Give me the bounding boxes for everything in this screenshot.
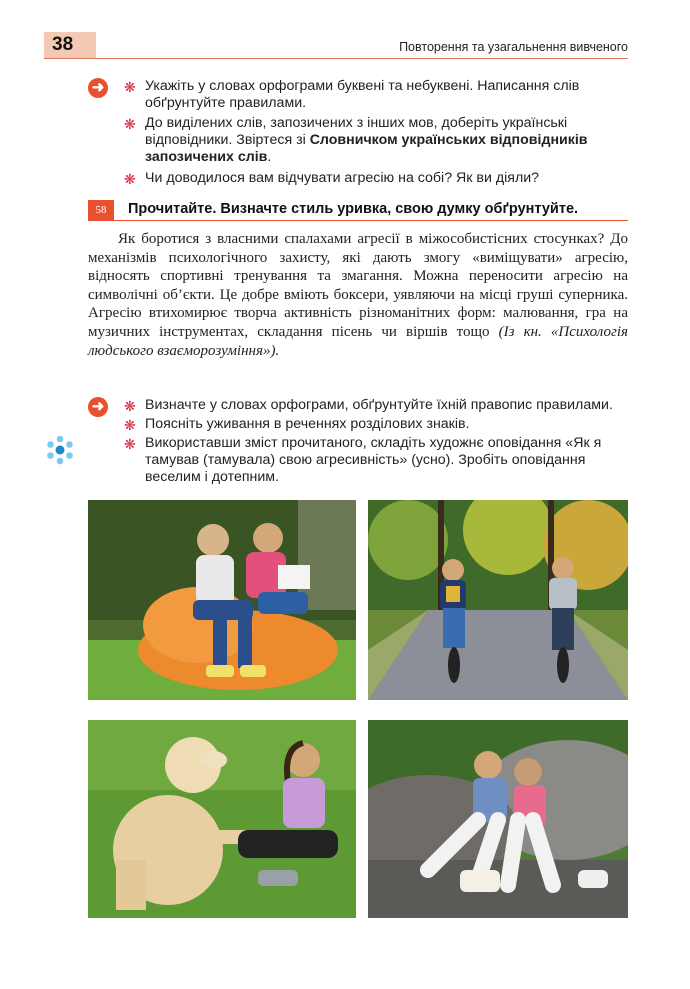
- flower-bullet-icon: ❋: [124, 79, 136, 95]
- flower-bullet-icon: ❋: [124, 436, 136, 452]
- flower-bullet-icon: ❋: [124, 171, 136, 187]
- dictionary-reference: Словничком українських відповідників запозичених слів: [145, 132, 588, 165]
- task-item: Використавши зміст прочитаного, складіть художнє оповідання «Як я тамував (тамувала) свою агресивність» (усно). Зробіть оповідання веселим і дотепним.: [145, 435, 602, 485]
- arrow-right-icon: ➜: [88, 397, 108, 417]
- task-item: Визначте у словах орфограми, обґрунтуйте їхній правопис правилами.: [145, 397, 613, 413]
- flower-bullet-icon: ❋: [124, 116, 136, 132]
- snowflake-icon: [44, 434, 76, 466]
- task-item: Укажіть у словах орфограми буквені та небуквені. Написання слів обґрунтуйте правилами.: [145, 78, 580, 111]
- arrow-right-icon: ➜: [88, 78, 108, 98]
- source-citation: (Із кн. «Психологія людського взаєморозуміння»).: [88, 323, 628, 359]
- page-number: 38: [52, 34, 74, 55]
- exercise-text: Як боротися з власними спалахами агресії в міжособистісних стосунках? До механізмів психологічного захисту, які дають змогу «виміщувати» агресію, відносять спортивні тренування та змагання. Можна переносити агресію на символічні об’єкти. Це добре вміють боксери, уявляючи на місці груші суперника. Агресію втихомирює творча активність різноманітних форм: малювання, гра на музичних інструментах, складання пісень чи віршів тощо (Із кн. «Психологія людського взаєморозуміння»).: [88, 231, 628, 359]
- running-header: Повторення та узагальнення вивченого: [399, 40, 628, 54]
- exercise-number-badge: 58: [88, 200, 114, 220]
- photo-girls-on-rocks: [368, 720, 628, 918]
- photo-bike-riders: [368, 500, 628, 700]
- photo-girl-with-dog: [88, 720, 356, 918]
- exercise-title: Прочитайте. Визначте стиль уривка, свою думку обґрунтуйте.: [128, 201, 579, 217]
- task-item: Поясніть уживання в реченнях розділових знаків.: [145, 416, 470, 432]
- photo-girls-on-beanbag: [88, 500, 356, 700]
- header-divider: [44, 58, 628, 59]
- flower-bullet-icon: ❋: [124, 398, 136, 414]
- task-item: Чи доводилося вам відчувати агресію на собі? Як ви діяли?: [145, 170, 540, 186]
- task-item: До виділених слів, запозичених з інших мов, доберіть українські відповідники. Звіртеся зі Словничком українських відповідників запозичених слів.: [145, 115, 588, 165]
- flower-bullet-icon: ❋: [124, 417, 136, 433]
- exercise-divider: [88, 220, 628, 221]
